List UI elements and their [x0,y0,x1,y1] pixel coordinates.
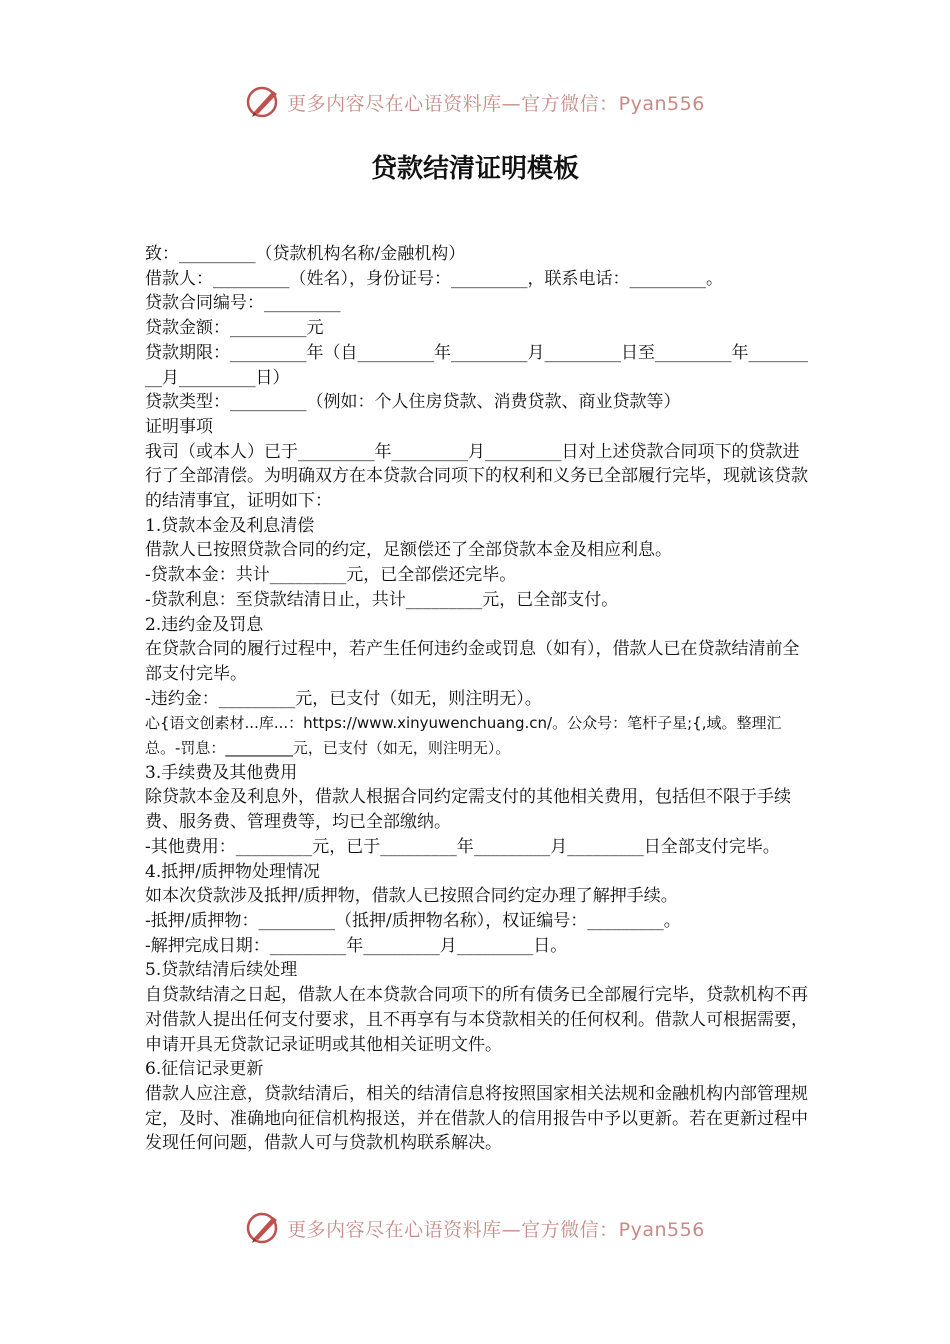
section-heading: 6.征信记录更新 [145,1059,264,1080]
paragraph: 自贷款结清之日起，借款人在本贷款合同项下的所有债务已全部履行完毕，贷款机构不再对借款人提出任何支付要求，且不再享有与本贷款相关的任何权利。借款人可根据需要，申请开具无贷款记录证明或其他相关证明文件。 [145,985,808,1055]
document-title: 贷款结清证明模板 [370,154,579,184]
section-heading: 5.贷款结清后续处理 [145,960,298,981]
watermark-text: 更多内容尽在心语资料库—官方微信：Pyan556 [287,92,705,115]
line-loan-type: 贷款类型：_________（例如：个人住房贷款、消费贷款、商业贷款等） [145,392,681,413]
inserted-watermark-line: 心{语文创素材...库...：https://www.xinyuwenchuang.cn/。公众号：笔杆子星;{,域。整理汇总。-罚息：_________元，已支付（如无，则注明无）。 [145,714,782,758]
line-contract-number: 贷款合同编号：_________ [145,293,341,314]
list-item: -解押完成日期：_________年_________月_________日。 [145,935,568,956]
pen-circle-icon [245,1209,283,1247]
section-heading: 3.手续费及其他费用 [145,762,298,783]
section-heading: 4.抵押/质押物处理情况 [145,861,320,882]
watermark-text: 更多内容尽在心语资料库—官方微信：Pyan556 [287,1218,705,1241]
line-borrower: 借款人：_________（姓名），身份证号：_________，联系电话：_________。 [145,268,723,289]
list-item: -其他费用：_________元，已于_________年_________月_________日全部支付完毕。 [145,836,780,857]
watermark-banner-top [0,80,950,124]
section-heading: 证明事项 [145,416,213,437]
list-item: -贷款本金：共计_________元，已全部偿还完毕。 [145,565,517,586]
line-loan-amount: 贷款金额：_________元 [145,318,324,339]
line-recipient: 致：_________（贷款机构名称/金融机构） [145,244,466,264]
line-loan-term: 贷款期限：_________年（自_________年_________月_________日至_________年_________月_________日） [145,342,808,388]
paragraph-intro: 我司（或本人）已于_________年_________月_________日对上述贷款合同项下的贷款进行了全部清偿。为明确双方在本贷款合同项下的权利和义务已全部履行完毕，现就该贷款的结清事宜，证明如下： [145,441,808,512]
watermark-banner-bottom [0,1206,950,1250]
paragraph: 借款人应注意，贷款结清后，相关的结清信息将按照国家相关法规和金融机构内部管理规定，及时、准确地向征信机构报送，并在借款人的信用报告中予以更新。若在更新过程中发现任何问题，借款人可与贷款机构联系解决。 [145,1083,808,1154]
paragraph: 在贷款合同的履行过程中，若产生任何违约金或罚息（如有），借款人已在贷款结清前全部支付完毕。 [145,639,800,684]
paragraph: 如本次贷款涉及抵押/质押物，借款人已按照合同约定办理了解押手续。 [145,886,678,907]
list-item: -抵押/质押物：_________（抵押/质押物名称），权证编号：_________。 [145,910,681,931]
list-item: -违约金：_________元，已支付（如无，则注明无）。 [145,688,542,709]
paragraph: 借款人已按照贷款合同的约定，足额偿还了全部贷款本金及相应利息。 [145,540,672,561]
paragraph: 除贷款本金及利息外，借款人根据合同约定需支付的其他相关费用，包括但不限于手续费、服务费、管理费等，均已全部缴纳。 [145,787,791,833]
section-heading: 1.贷款本金及利息清偿 [145,515,315,536]
section-heading: 2.违约金及罚息 [145,614,264,635]
document-body [145,242,810,1156]
list-item: -贷款利息：至贷款结清日止，共计_________元，已全部支付。 [145,589,619,610]
pen-circle-icon [245,83,283,121]
